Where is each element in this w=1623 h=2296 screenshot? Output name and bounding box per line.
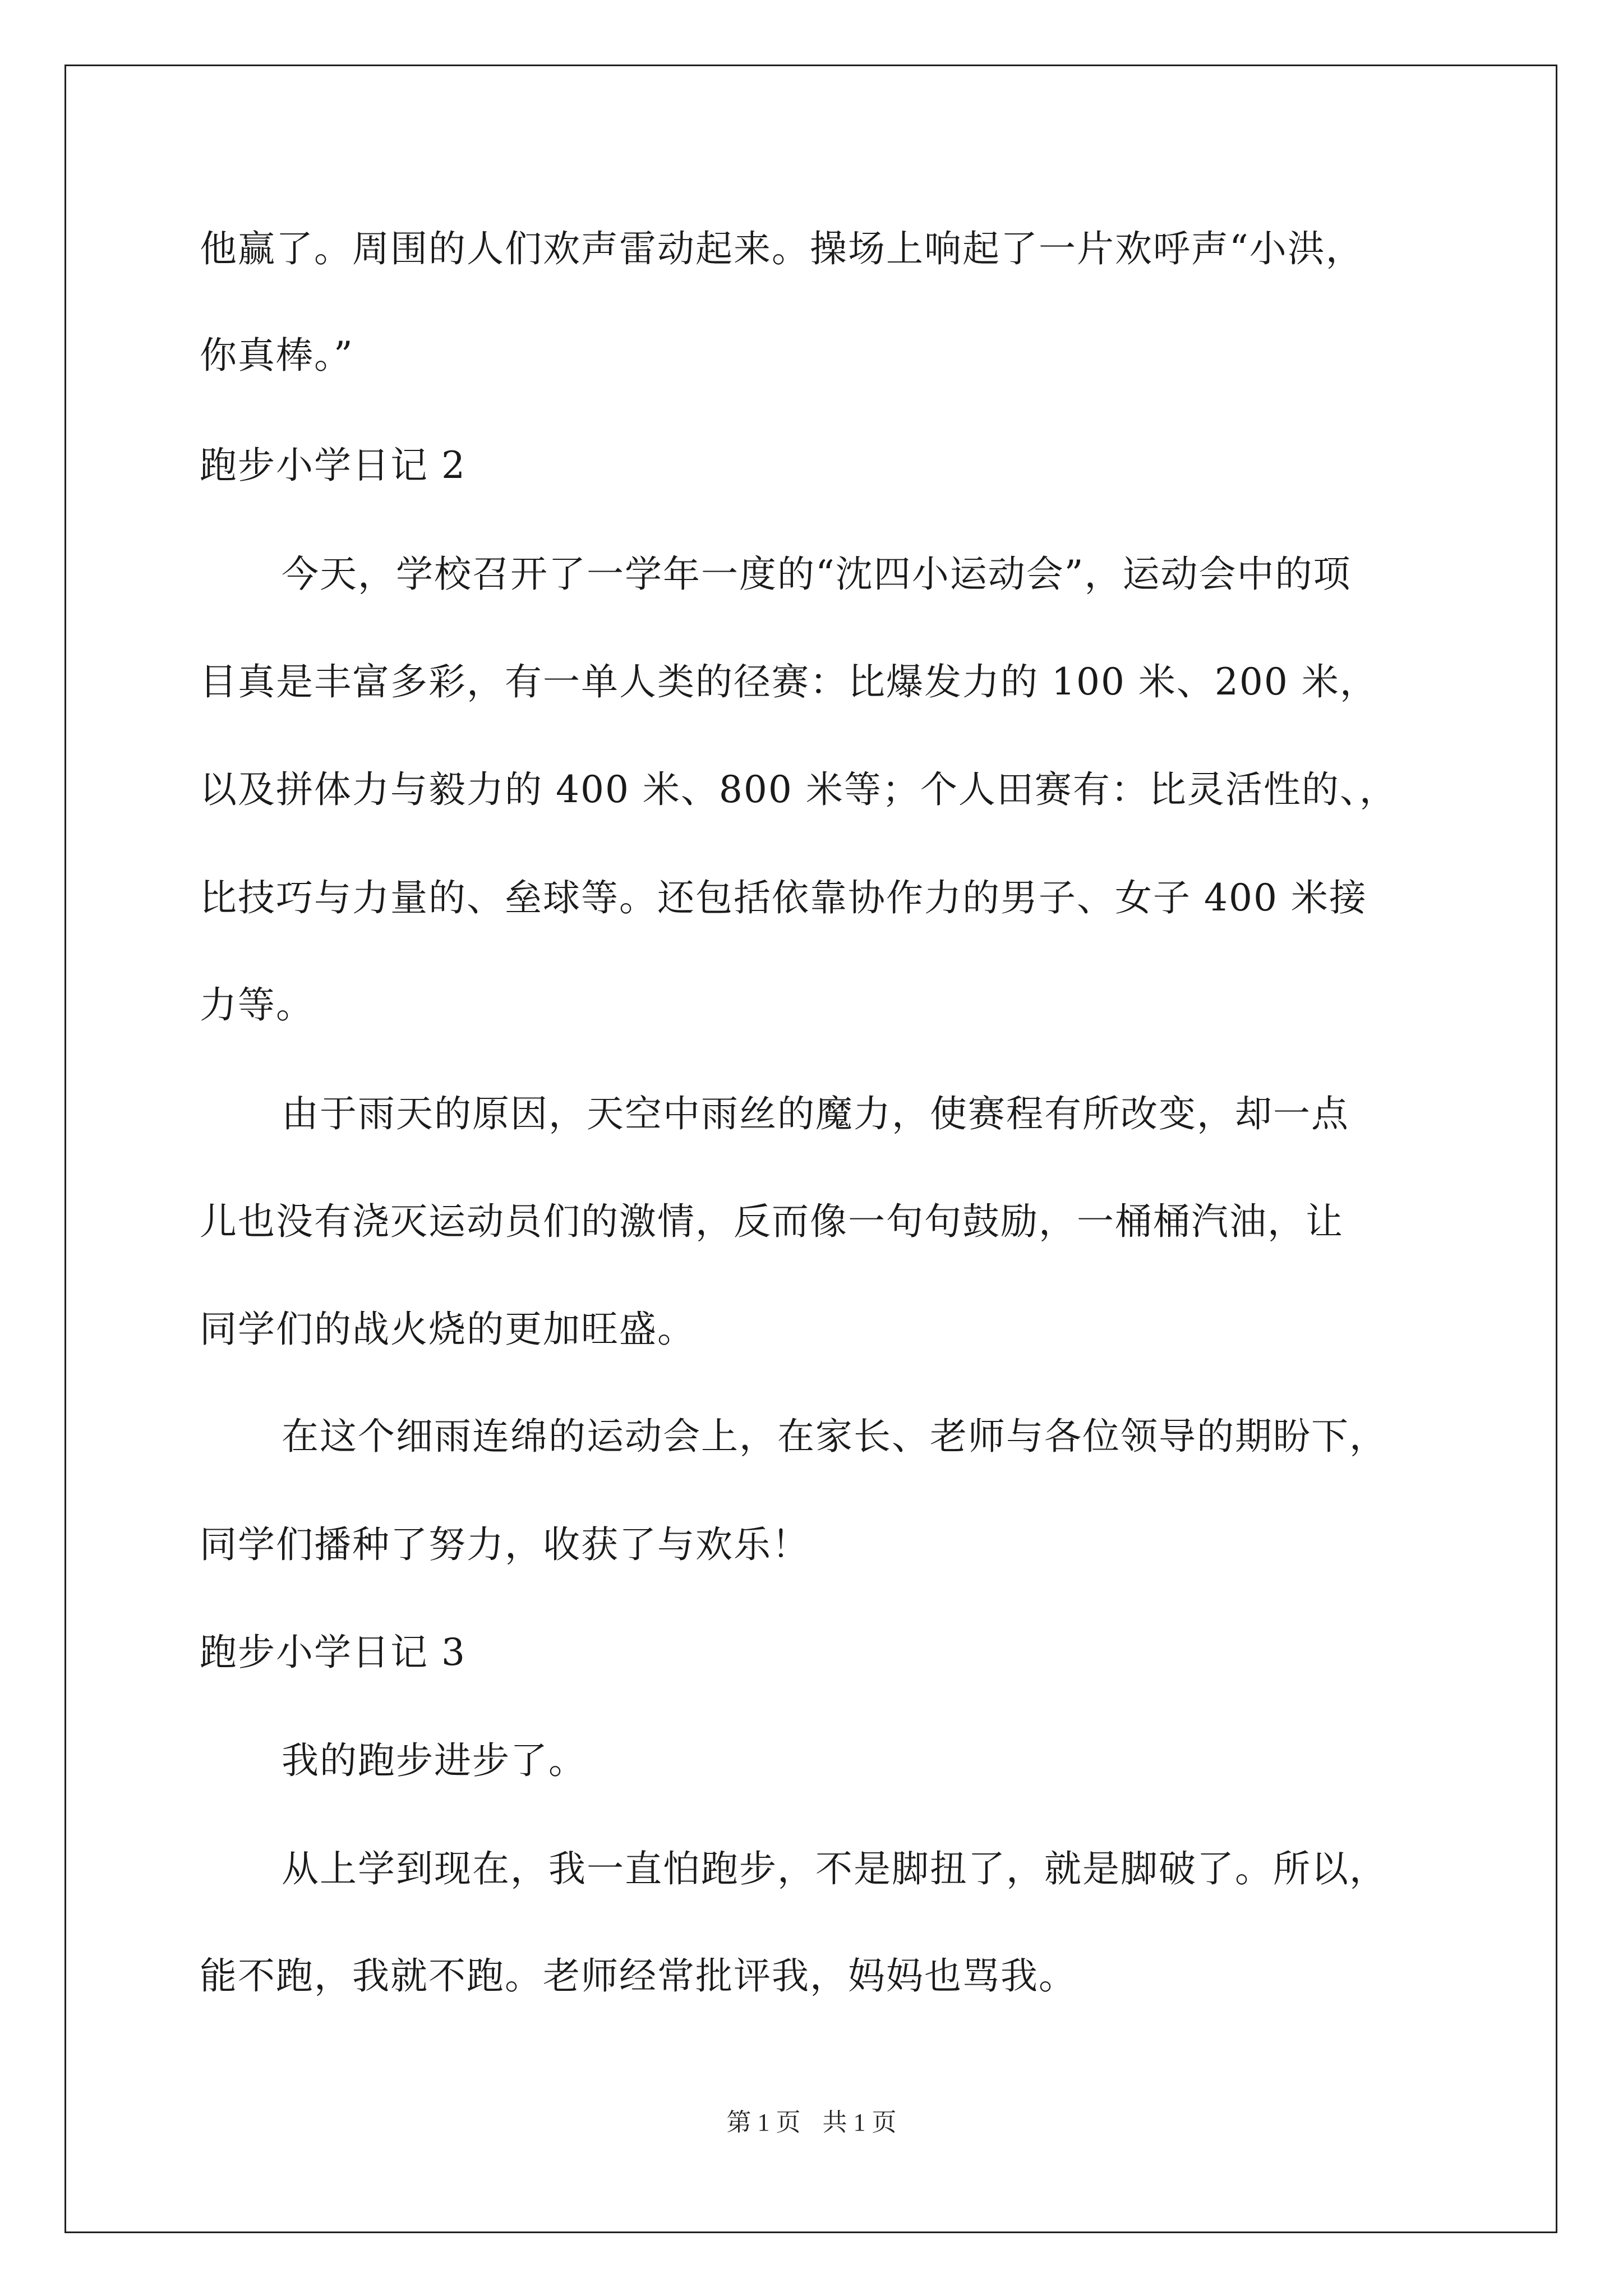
section-heading: 跑步小学日记 3 bbox=[200, 1631, 466, 1674]
paragraph-line: 同学们播种了努力，收获了与欢乐！ bbox=[200, 1523, 810, 1566]
page-border bbox=[64, 65, 1557, 2233]
paragraph-line: 同学们的战火烧的更加旺盛。 bbox=[200, 1308, 695, 1351]
page-number-current: 第 1 页 bbox=[726, 2109, 801, 2136]
paragraph-line: 他赢了。周围的人们欢声雷动起来。操场上响起了一片欢呼声“小洪， bbox=[200, 227, 1364, 270]
paragraph-line: 能不跑，我就不跑。老师经常批评我，妈妈也骂我。 bbox=[200, 1954, 1077, 1998]
paragraph-line: 今天，学校召开了一学年一度的“沈四小运动会”，运动会中的项 bbox=[282, 553, 1352, 596]
paragraph-line: 目真是丰富多彩，有一单人类的径赛：比爆发力的 100 米、200 米， bbox=[200, 660, 1378, 703]
paragraph-line: 力等。 bbox=[200, 983, 314, 1027]
page-footer bbox=[0, 2106, 1623, 2139]
paragraph-line: 比技巧与力量的、垒球等。还包括依靠协作力的男子、女子 400 米接 bbox=[200, 876, 1367, 919]
paragraph-line: 你真棒。” bbox=[200, 334, 354, 377]
paragraph-line: 在这个细雨连绵的运动会上，在家长、老师与各位领导的期盼下， bbox=[282, 1415, 1387, 1458]
section-heading: 跑步小学日记 2 bbox=[200, 444, 466, 487]
paragraph-line: 我的跑步进步了。 bbox=[282, 1739, 587, 1782]
paragraph-line: 以及拼体力与毅力的 400 米、800 米等；个人田赛有：比灵活性的、， bbox=[200, 768, 1398, 811]
page-number-total: 共 1 页 bbox=[822, 2109, 897, 2136]
paragraph-line: 儿也没有浇灭运动员们的激情，反而像一句句鼓励，一桶桶汽油，让 bbox=[200, 1200, 1344, 1243]
paragraph-line: 由于雨天的原因，天空中雨丝的魔力，使赛程有所改变，却一点 bbox=[282, 1092, 1349, 1135]
paragraph-line: 从上学到现在，我一直怕跑步，不是脚扭了，就是脚破了。所以， bbox=[282, 1847, 1387, 1890]
